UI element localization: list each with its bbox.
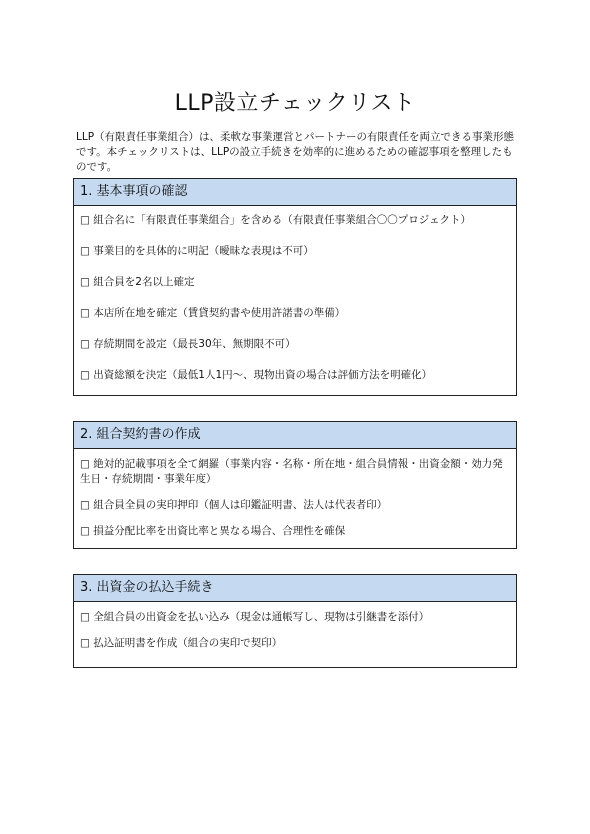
section-heading: 2. 組合契約書の作成 <box>74 422 516 449</box>
checklist-item: □ 組合員全員の実印押印（個人は印鑑証明書、法人は代表者印） <box>80 499 388 511</box>
checklist-item: □ 組合員を2名以上確定 <box>80 276 195 288</box>
checklist-item: □ 絶対的記載事項を全て網羅（事業内容・名称・所在地・組合員情報・出資金額・効力発生日・存続期間・事業年度） <box>80 458 503 485</box>
checklist <box>74 206 516 389</box>
section-capital-payment <box>73 574 517 668</box>
intro-paragraph: LLP（有限責任事業組合）は、柔軟な事業運営とパートナーの有限責任を両立できる事業形態です。本チェックリストは、LLPの設立手続きを効率的に進めるための確認事項を整理したものです。 <box>76 131 515 173</box>
checklist-item: □ 組合名に「有限責任事業組合」を含める（有限責任事業組合〇〇プロジェクト） <box>80 214 472 226</box>
checklist <box>74 602 516 668</box>
checklist-item: □ 本店所在地を確定（賃貸契約書や使用許諾書の準備） <box>80 307 346 319</box>
checklist-item: □ 全組合員の出資金を払い込み（現金は通帳写し、現物は引継書を添付） <box>80 611 430 623</box>
section-heading: 1. 基本事項の確認 <box>74 179 516 206</box>
checklist <box>74 449 516 556</box>
checklist-item: □ 損益分配比率を出資比率と異なる場合、合理性を確保 <box>80 525 346 537</box>
section-heading: 3. 出資金の払込手続き <box>74 575 516 602</box>
checklist-item: □ 存続期間を設定（最長30年、無期限不可） <box>80 338 296 350</box>
section-partnership-agreement <box>73 421 517 549</box>
page-title: LLP設立チェックリスト <box>174 91 416 116</box>
section-basic-items <box>73 178 517 396</box>
checklist-item: □ 払込証明書を作成（組合の実印で契印） <box>80 637 283 649</box>
checklist-item: □ 出資総額を決定（最低1人1円〜、現物出資の場合は評価方法を明確化） <box>80 369 433 381</box>
checklist-item: □ 事業目的を具体的に明記（曖昧な表現は不可） <box>80 245 314 257</box>
